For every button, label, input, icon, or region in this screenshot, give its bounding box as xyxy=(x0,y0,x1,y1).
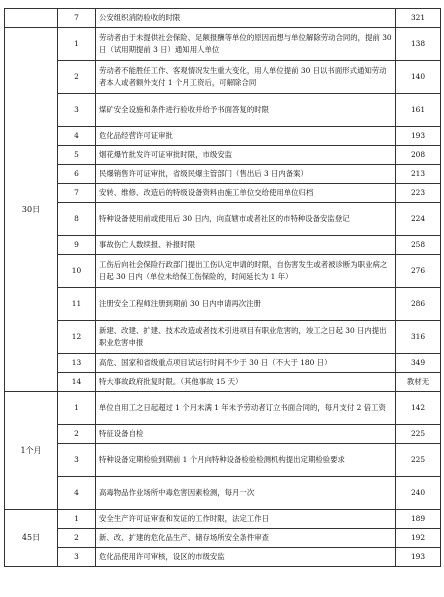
page-reference-cell: 213 xyxy=(396,165,441,184)
table-row xyxy=(5,529,441,548)
item-number-cell: 4 xyxy=(58,127,96,146)
table-row xyxy=(5,28,441,61)
table-row xyxy=(5,203,441,236)
page-reference-cell: 225 xyxy=(396,425,441,444)
item-number-cell: 3 xyxy=(58,548,96,567)
page-reference-cell: 321 xyxy=(396,9,441,28)
item-description-cell: 劳动者由于未提供社会保险、足额报酬等单位的原因而想与单位解除劳动合同的，提前 30 日（试用期提前 3 日）通知用人单位 xyxy=(96,28,396,61)
deadline-table xyxy=(4,8,441,567)
table-row xyxy=(5,321,441,354)
page-reference-cell: 225 xyxy=(396,444,441,477)
item-number-cell: 7 xyxy=(58,9,96,28)
item-number-cell: 8 xyxy=(58,203,96,236)
page-reference-cell: 276 xyxy=(396,255,441,288)
item-number-cell: 1 xyxy=(58,28,96,61)
item-description-cell: 新建、改建、扩建、技术改造或者技术引进项目有职业危害的，竣工之日起 30 日内提出职业危害申报 xyxy=(96,321,396,354)
item-description-cell: 公安组织消防验收的时限 xyxy=(96,9,396,28)
item-number-cell: 1 xyxy=(58,392,96,425)
page-reference-cell: 224 xyxy=(396,203,441,236)
page-reference-cell: 193 xyxy=(396,127,441,146)
item-number-cell: 2 xyxy=(58,61,96,94)
table-row xyxy=(5,127,441,146)
item-description-cell: 高危、国家和省级重点项目试运行时间不少于 30 日（不大于 180 日） xyxy=(96,354,396,373)
page-reference-cell: 140 xyxy=(396,61,441,94)
item-description-cell: 安全生产许可证审查和发证的工作时限，法定工作日 xyxy=(96,510,396,529)
table-row xyxy=(5,548,441,567)
page-reference-cell: 316 xyxy=(396,321,441,354)
page-reference-cell: 286 xyxy=(396,288,441,321)
item-description-cell: 安转、维修、改造后的特级设备资料由施工单位交给使用单位归档 xyxy=(96,184,396,203)
table-row xyxy=(5,146,441,165)
item-number-cell: 12 xyxy=(58,321,96,354)
item-number-cell: 10 xyxy=(58,255,96,288)
table-row xyxy=(5,255,441,288)
table-row xyxy=(5,165,441,184)
table-row xyxy=(5,392,441,425)
deadline-table-body xyxy=(5,9,441,567)
item-description-cell: 事故伤亡人数续报、补报时限 xyxy=(96,236,396,255)
table-row xyxy=(5,444,441,477)
item-description-cell: 特种设备定期检验到期前 1 个月向特种设备检验检测机构提出定期检验要求 xyxy=(96,444,396,477)
item-number-cell: 7 xyxy=(58,184,96,203)
item-number-cell: 3 xyxy=(58,444,96,477)
item-number-cell: 2 xyxy=(58,529,96,548)
page-reference-cell: 240 xyxy=(396,477,441,510)
item-number-cell: 3 xyxy=(58,94,96,127)
item-number-cell: 13 xyxy=(58,354,96,373)
table-row xyxy=(5,510,441,529)
table-row xyxy=(5,61,441,94)
item-description-cell: 劳动者不能胜任工作、客观情况发生重大变化，用人单位提前 30 日以书面形式通知劳动者本人或者额外支付 1 个月工资后，可解除合同 xyxy=(96,61,396,94)
item-number-cell: 2 xyxy=(58,425,96,444)
table-row xyxy=(5,373,441,392)
item-description-cell: 单位自用工之日起超过 1 个月未满 1 年未予劳动者订立书面合同的，每月支付 2 倍工资 xyxy=(96,392,396,425)
page-reference-cell: 258 xyxy=(396,236,441,255)
table-row xyxy=(5,354,441,373)
period-cell: 30日 xyxy=(5,28,58,392)
item-description-cell: 高毒物品作业场所中毒危害因素检测，每月一次 xyxy=(96,477,396,510)
period-cell: 1个月 xyxy=(5,392,58,510)
page-reference-cell: 223 xyxy=(396,184,441,203)
page-reference-cell: 349 xyxy=(396,354,441,373)
period-cell: 45日 xyxy=(5,510,58,567)
table-row xyxy=(5,184,441,203)
page-reference-cell: 208 xyxy=(396,146,441,165)
table-row xyxy=(5,236,441,255)
page-reference-cell: 193 xyxy=(396,548,441,567)
item-description-cell: 特征设备自检 xyxy=(96,425,396,444)
table-row xyxy=(5,9,441,28)
page-reference-cell: 189 xyxy=(396,510,441,529)
item-description-cell: 煤矿安全设施和条件进行验收并给予书面答复的时限 xyxy=(96,94,396,127)
item-description-cell: 注册安全工程师注册到期前 30 日内申请再次注册 xyxy=(96,288,396,321)
item-description-cell: 工伤后向社会保险行政部门提出工伤认定申请的时限，自伤害发生或者被诊断为职业病之日起 30 日内（单位未给保工伤保险的，时间延长为 1 年） xyxy=(96,255,396,288)
period-cell xyxy=(5,9,58,28)
item-number-cell: 5 xyxy=(58,146,96,165)
item-description-cell: 危化品使用许可审核，设区的市级安监 xyxy=(96,548,396,567)
page-reference-cell: 192 xyxy=(396,529,441,548)
item-description-cell: 危化品经营许可证审批 xyxy=(96,127,396,146)
item-description-cell: 特种设备使用前或使用后 30 日内，向直辖市或者社区的市特种设备安监登记 xyxy=(96,203,396,236)
page-reference-cell: 教材无 xyxy=(396,373,441,392)
item-description-cell: 特大事故政府批复时限。（其他事故 15 天） xyxy=(96,373,396,392)
table-row xyxy=(5,425,441,444)
page-reference-cell: 161 xyxy=(396,94,441,127)
page-reference-cell: 142 xyxy=(396,392,441,425)
table-row xyxy=(5,477,441,510)
item-description-cell: 新、改、扩建的危化品生产、储存场所安全条件审查 xyxy=(96,529,396,548)
item-number-cell: 9 xyxy=(58,236,96,255)
page-reference-cell: 138 xyxy=(396,28,441,61)
table-row xyxy=(5,288,441,321)
item-description-cell: 烟花爆竹批发许可证审批时限，市级安监 xyxy=(96,146,396,165)
item-number-cell: 6 xyxy=(58,165,96,184)
item-number-cell: 1 xyxy=(58,510,96,529)
item-number-cell: 14 xyxy=(58,373,96,392)
item-description-cell: 民爆销售许可证审批，省级民爆主管部门（售出后 3 日内备案） xyxy=(96,165,396,184)
table-row xyxy=(5,94,441,127)
item-number-cell: 4 xyxy=(58,477,96,510)
item-number-cell: 11 xyxy=(58,288,96,321)
